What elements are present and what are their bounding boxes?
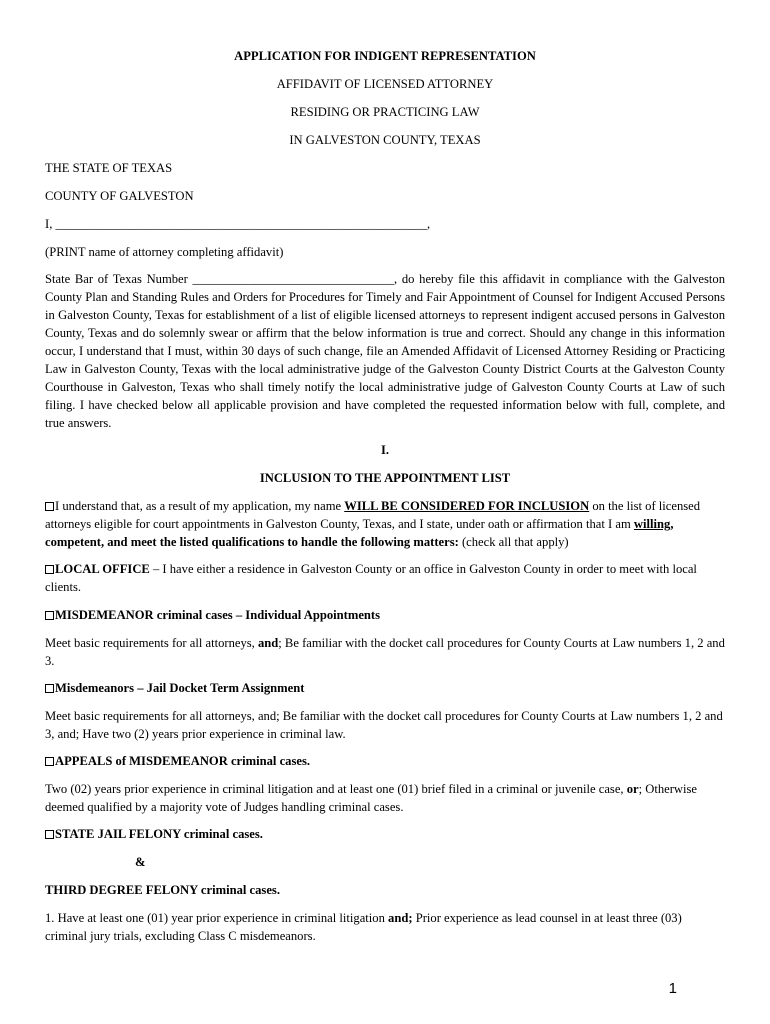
section-title: INCLUSION TO THE APPOINTMENT LIST bbox=[259, 471, 511, 485]
document-page bbox=[45, 45, 725, 945]
subtitle-line-3: IN GALVESTON COUNTY, TEXAS bbox=[289, 133, 481, 147]
third-degree-felony-label: THIRD DEGREE FELONY criminal cases. bbox=[45, 883, 280, 897]
misdemeanor-jail-checkbox[interactable] bbox=[45, 684, 54, 693]
state-line: THE STATE OF TEXAS bbox=[45, 161, 173, 175]
section-number: I. bbox=[380, 443, 390, 457]
misdemeanor-individual-requirements: Meet basic requirements for all attorneys, and; Be familiar with the docket call procedures for County Courts at Law numbers 1, 2 and 3. bbox=[45, 636, 725, 668]
inclusion-checkbox[interactable] bbox=[45, 502, 54, 511]
local-office-checkbox[interactable] bbox=[45, 565, 54, 574]
appeals-checkbox[interactable] bbox=[45, 757, 54, 766]
misdemeanor-jail-label: Misdemeanors – Jail Docket Term Assignment bbox=[55, 681, 305, 695]
local-office-item: LOCAL OFFICE – I have either a residence in Galveston County or an office in Galveston County in order to meet with local clients. bbox=[45, 562, 697, 594]
felony-ampersand: & bbox=[135, 855, 146, 869]
felony-requirements: 1. Have at least one (01) year prior experience in criminal litigation and; Prior experience as lead counsel in at least three (03) criminal jury trials, excluding Class C misdemeanors. bbox=[45, 911, 682, 943]
inclusion-paragraph: I understand that, as a result of my application, my name WILL BE CONSIDERED FOR INCLUSION on the list of licensed attorneys eligible for court appointments in Galveston County, Texas, and I state, under oath or affirmation that I am willing, competent, and meet the listed qualifications to handle the following matters: (check all that apply) bbox=[45, 499, 701, 549]
appeals-label: APPEALS of MISDEMEANOR criminal cases. bbox=[55, 754, 311, 768]
state-jail-felony-checkbox[interactable] bbox=[45, 830, 54, 839]
document-title: APPLICATION FOR INDIGENT REPRESENTATION bbox=[234, 49, 536, 63]
misdemeanor-individual-label: MISDEMEANOR criminal cases – Individual Appointments bbox=[55, 608, 381, 622]
local-office-label: LOCAL OFFICE bbox=[55, 562, 150, 576]
state-jail-felony-item bbox=[45, 825, 725, 843]
misdemeanor-individual-item bbox=[45, 606, 725, 624]
misdemeanor-jail-requirements: Meet basic requirements for all attorneys, and; Be familiar with the docket call procedures for County Courts at Law numbers 1, 2 and 3, and; Have two (2) years prior experience in criminal law. bbox=[45, 709, 723, 741]
misdemeanor-individual-checkbox[interactable] bbox=[45, 611, 54, 620]
willing-emphasis: willing bbox=[633, 517, 671, 531]
misdemeanor-jail-item bbox=[45, 679, 725, 697]
page-number: 1 bbox=[668, 980, 677, 997]
county-line: COUNTY OF GALVESTON bbox=[45, 189, 194, 203]
subtitle-line-1: AFFIDAVIT OF LICENSED ATTORNEY bbox=[276, 77, 494, 91]
appeals-item bbox=[45, 752, 725, 770]
appeals-requirements: Two (02) years prior experience in criminal litigation and at least one (01) brief filed in a criminal or juvenile case, or; Otherwise deemed qualified by a majority vote of Judges handling criminal cases. bbox=[45, 782, 698, 814]
state-jail-felony-label: STATE JAIL FELONY criminal cases. bbox=[55, 827, 263, 841]
intro-paragraph: State Bar of Texas Number ________________________________, do hereby file this affidavit in compliance with the Galveston County Plan and Standing Rules and Orders for Procedures for Timely and Fair Appointment of Counsel for Indigent Accused Persons in Galveston County, Texas for establishment of a list of eligible licensed attorneys to represent indigent accused persons in Galveston County, Texas and do solemnly swear or affirm that the below information is true and correct. Should any change in this information occur, I understand that I must, within 30 days of such change, file an Amended Affidavit of Licensed Attorney Residing or Practicing Law in Galveston County, Texas with the local administrative judge of the Galveston County District Courts at the Galveston County Courthouse in Galveston, Texas who shall timely notify the local administrative judge of Galveston County Courts at Law of such filing. I have checked below all applicable provision and have completed the requested information below with full, complete, and true answers. bbox=[45, 272, 725, 430]
inclusion-emphasis: WILL BE CONSIDERED FOR INCLUSION bbox=[344, 499, 590, 513]
attorney-name-field[interactable]: I, ___________________________________________________________, bbox=[45, 217, 431, 231]
subtitle-line-2: RESIDING OR PRACTICING LAW bbox=[290, 105, 480, 119]
attorney-name-caption: (PRINT name of attorney completing affidavit) bbox=[45, 245, 284, 259]
